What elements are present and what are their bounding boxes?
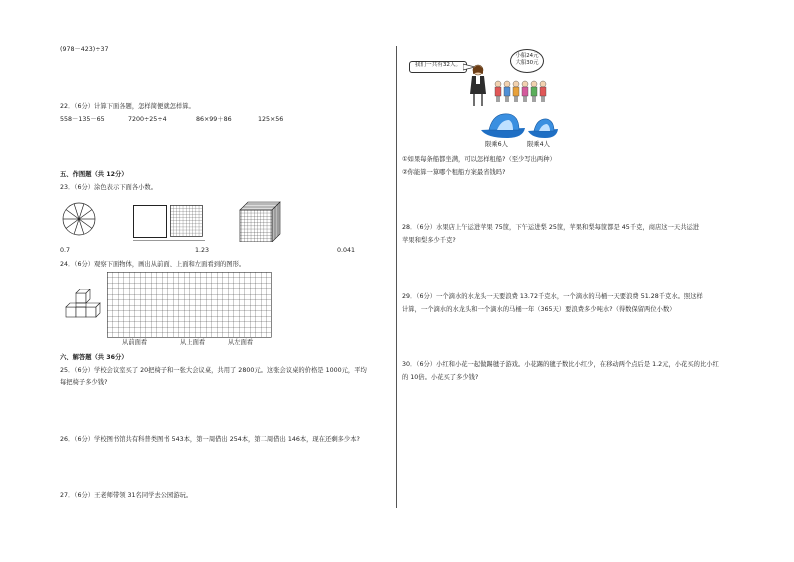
circle-fraction-figure (62, 202, 96, 236)
q22-expr-3: 86×99＋86 (196, 116, 232, 123)
q22-expr-2: 7200÷25÷4 (128, 116, 167, 123)
small-boat-capacity: 限乘4人 (527, 141, 550, 148)
q28-line-1: 28．（6分）水果店上午运进苹果 75筐，下午运进梨 25筐，苹果和梨每筐都是 45千克，商店这一天共运进 (402, 224, 700, 231)
q30-line-1: 30．（6分）小红和小花一起做踢毽子游戏。小花踢的毽子数比小红少，在移动两个点后是 1.2元，小花买的比小红 (402, 361, 719, 368)
view-label-top: 从上面看 (180, 339, 206, 346)
q23-value-1: 0.7 (60, 247, 71, 254)
view-label-left: 从左面看 (228, 339, 254, 346)
cube-stack-figure (60, 289, 104, 323)
column-divider (396, 46, 397, 508)
q29-line-2: 计算，一个滴水的水龙头和一个滴水的马桶一年（365天）要浪费多少吨水?（得数保留两位小数） (402, 306, 676, 313)
q22-expr-1: 558－135－65 (60, 116, 105, 123)
figure-underline (133, 240, 205, 241)
hundred-grid-figure (170, 205, 203, 237)
q24-title: 24．（6分）观察下面物体，画出从前面、上面和左面看到的图形。 (60, 261, 246, 268)
q22-expr-4: 125×56 (258, 116, 284, 123)
q23-value-2: 1.23 (195, 247, 210, 254)
q22-title: 22．（6分）计算下面各题，怎样简便就怎样算。 (60, 103, 195, 110)
price-large-boat: 大船30元 (515, 60, 539, 66)
thousand-cube-figure (238, 200, 282, 242)
q27-sub-1: ①如果每条船都坐满，可以怎样租船?（至少写出两种） (402, 156, 556, 163)
q25-line-1: 25．（6分）学校会议室买了 20把椅子和一张大会议桌，共用了 2800元。这张会议桌的价格是 1000元，平均 (60, 367, 367, 374)
teacher-speech-bubble: 我们一共有32人。 (409, 61, 467, 73)
unit-square-figure (133, 205, 167, 238)
q27-sub-2: ②你能算一算哪个租船方案最省钱吗? (402, 169, 506, 176)
q28-line-2: 苹果和梨多少千克? (402, 237, 456, 244)
drawing-grid[interactable] (107, 272, 272, 338)
q23-title: 23．（6分）涂色表示下面各小数。 (60, 184, 158, 191)
q27-text: 27．（6分）王老师带领 31名同学去公园游玩。 (60, 492, 193, 499)
section-6-title: 六、解答题（共 36分） (60, 354, 128, 361)
q26-text: 26．（6分）学校图书馆共有科普类图书 543本，第一周借出 254本，第二周借出 146本，现在还剩多少本? (60, 436, 360, 443)
large-boat-capacity: 限乘6人 (485, 141, 508, 148)
small-boat-icon (527, 116, 559, 140)
q25-line-2: 每把椅子多少钱? (60, 379, 108, 386)
q21-expression: (978－423)÷37 (60, 46, 109, 53)
q23-value-3: 0.041 (337, 247, 356, 254)
q29-line-1: 29．（6分）一个滴水的水龙头一天要浪费 13.72千克水，一个滴水的马桶一天要浪费 51.28千克水。照这样 (402, 293, 703, 300)
teacher-students-illustration (468, 62, 553, 112)
view-label-front: 从前面看 (122, 339, 148, 346)
large-boat-icon (479, 110, 527, 140)
section-5-title: 五、作图题（共 12分） (60, 171, 128, 178)
price-small-boat: 小船24元 (515, 53, 539, 59)
q30-line-2: 的 10倍。小花买了多少钱? (402, 374, 479, 381)
